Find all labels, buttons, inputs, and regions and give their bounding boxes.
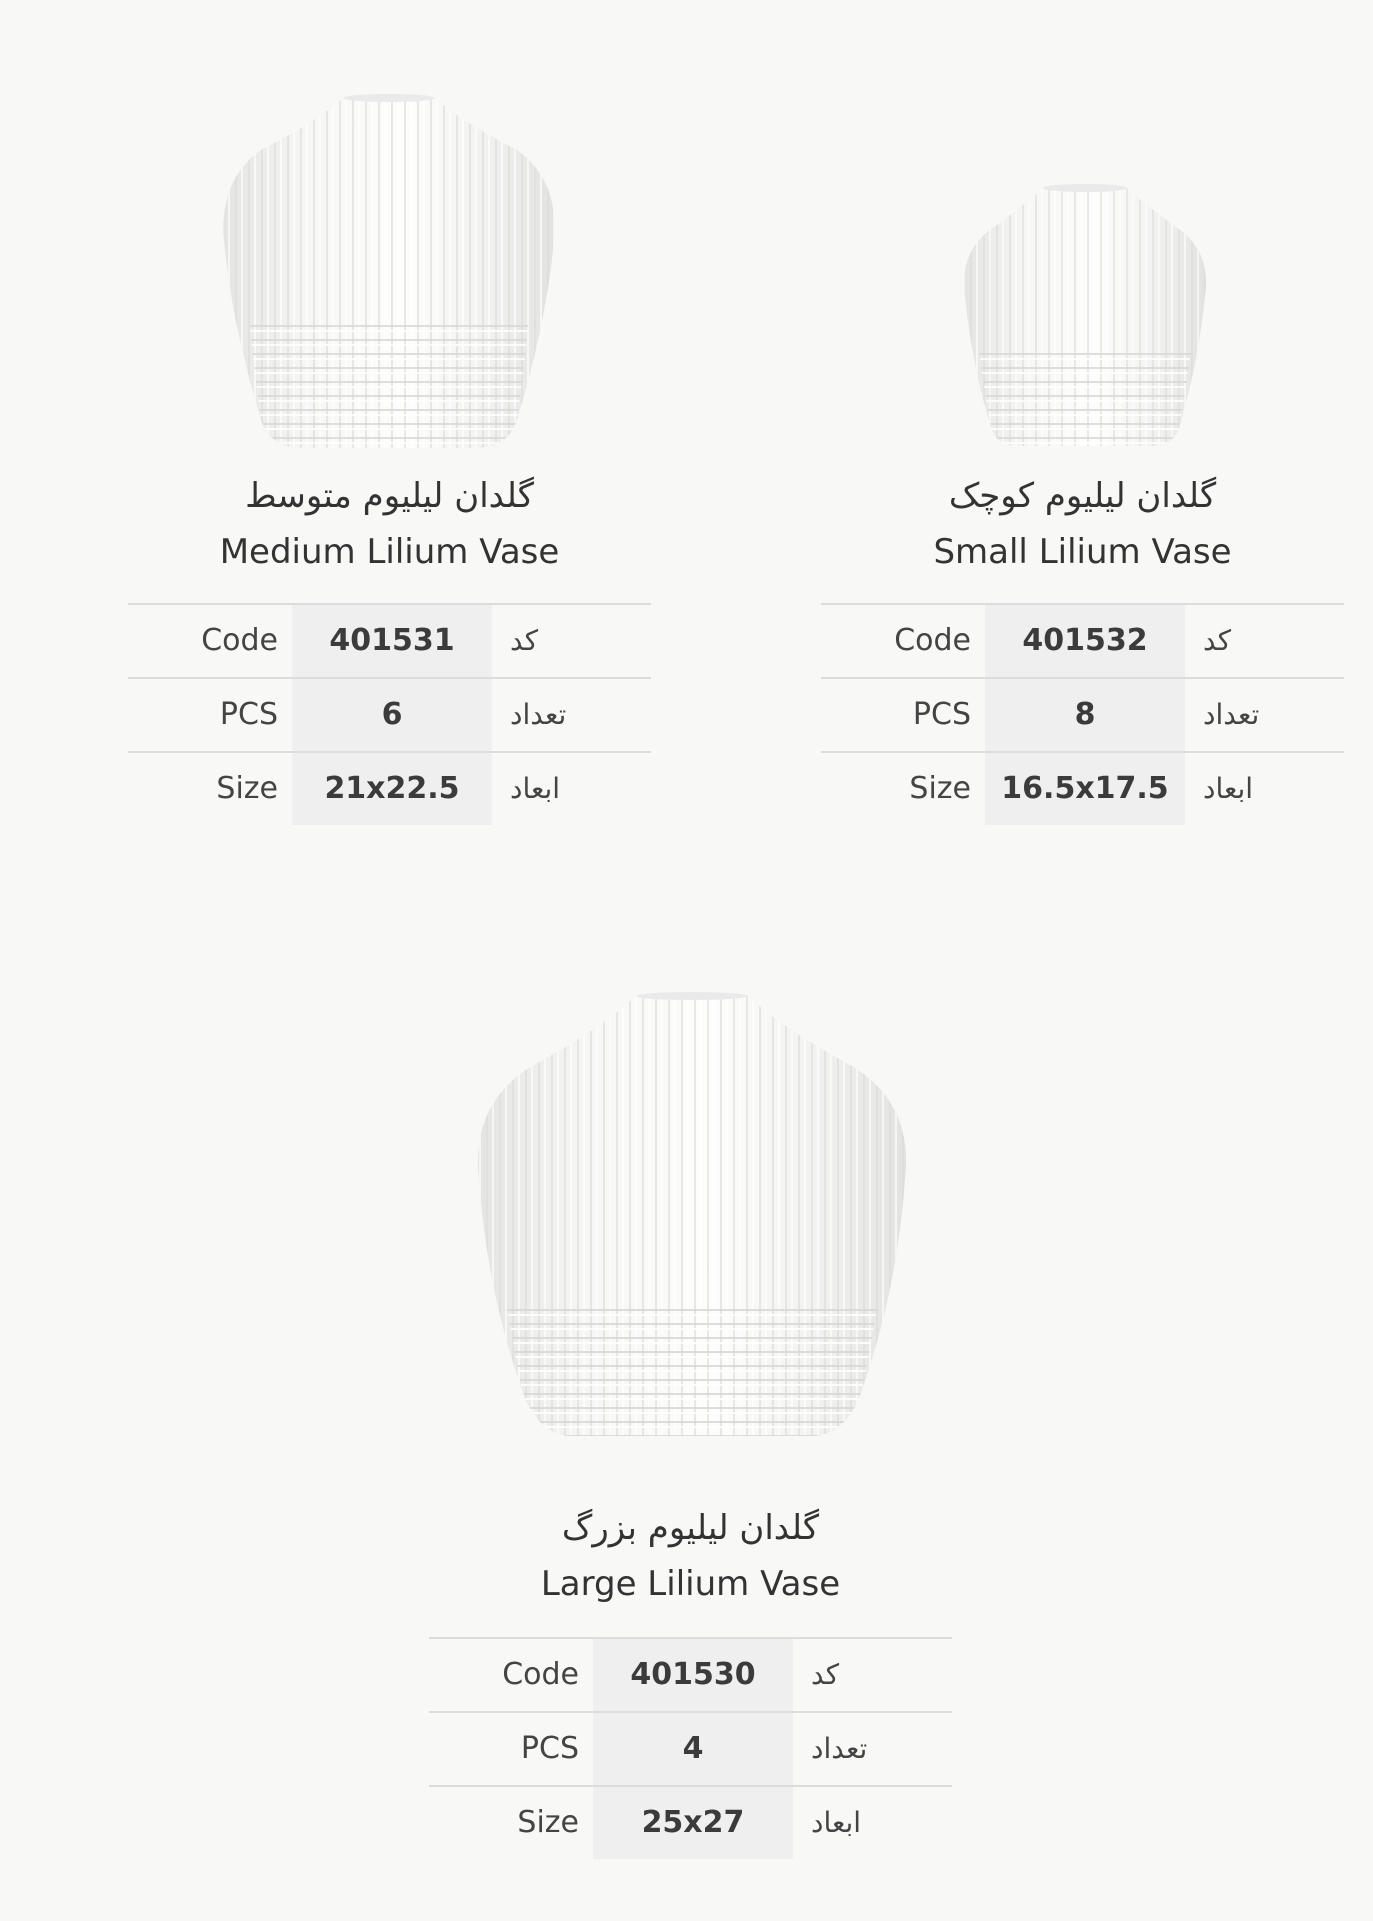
code-label: Code bbox=[201, 623, 278, 658]
spec-row-code bbox=[821, 605, 1344, 679]
pcs-label-fa: تعداد bbox=[811, 1732, 868, 1765]
code-label: Code bbox=[502, 1657, 579, 1692]
spec-row-pcs bbox=[128, 679, 651, 753]
product-title-en: Large Lilium Vase bbox=[540, 1564, 841, 1604]
code-label: Code bbox=[894, 623, 971, 658]
large-vase-title bbox=[429, 1506, 952, 1606]
code-value: 401532 bbox=[985, 605, 1185, 677]
code-value: 401530 bbox=[593, 1639, 793, 1711]
product-title-en: Small Lilium Vase bbox=[933, 532, 1232, 572]
pcs-label: PCS bbox=[219, 697, 278, 732]
pcs-value: 8 bbox=[985, 679, 1185, 751]
medium-vase-title bbox=[128, 474, 651, 574]
product-title-fa: گلدان لیلیوم کوچک bbox=[948, 476, 1217, 516]
spec-row-size bbox=[128, 753, 651, 825]
small-vase-title bbox=[821, 474, 1344, 574]
code-label-fa: کد bbox=[1203, 624, 1232, 657]
spec-row-pcs bbox=[821, 679, 1344, 753]
large-vase-image bbox=[429, 970, 952, 1490]
size-label-fa: ابعاد bbox=[1203, 772, 1254, 805]
spec-row-size bbox=[429, 1787, 952, 1859]
spec-row-pcs bbox=[429, 1713, 952, 1787]
size-label: Size bbox=[216, 771, 278, 806]
size-value: 21x22.5 bbox=[292, 753, 492, 825]
pcs-label-fa: تعداد bbox=[1203, 698, 1260, 731]
size-label-fa: ابعاد bbox=[510, 772, 561, 805]
pcs-label: PCS bbox=[912, 697, 971, 732]
medium-vase-image bbox=[128, 0, 651, 460]
spec-row-code bbox=[128, 605, 651, 679]
pcs-label: PCS bbox=[520, 1731, 579, 1766]
size-label-fa: ابعاد bbox=[811, 1806, 862, 1839]
medium-vase-spec-table bbox=[128, 603, 651, 825]
code-label-fa: کد bbox=[811, 1658, 840, 1691]
large-vase-spec-table bbox=[429, 1637, 952, 1859]
size-value: 16.5x17.5 bbox=[985, 753, 1185, 825]
spec-row-code bbox=[429, 1639, 952, 1713]
small-vase-spec-table bbox=[821, 603, 1344, 825]
pcs-label-fa: تعداد bbox=[510, 698, 567, 731]
spec-row-size bbox=[821, 753, 1344, 825]
product-title-fa: گلدان لیلیوم بزرگ bbox=[561, 1508, 820, 1548]
small-vase-image bbox=[821, 0, 1344, 460]
pcs-value: 6 bbox=[292, 679, 492, 751]
product-title-fa: گلدان لیلیوم متوسط bbox=[245, 476, 534, 516]
code-value: 401531 bbox=[292, 605, 492, 677]
size-value: 25x27 bbox=[593, 1787, 793, 1859]
code-label-fa: کد bbox=[510, 624, 539, 657]
product-title-en: Medium Lilium Vase bbox=[219, 532, 560, 572]
size-label: Size bbox=[517, 1805, 579, 1840]
pcs-value: 4 bbox=[593, 1713, 793, 1785]
size-label: Size bbox=[909, 771, 971, 806]
